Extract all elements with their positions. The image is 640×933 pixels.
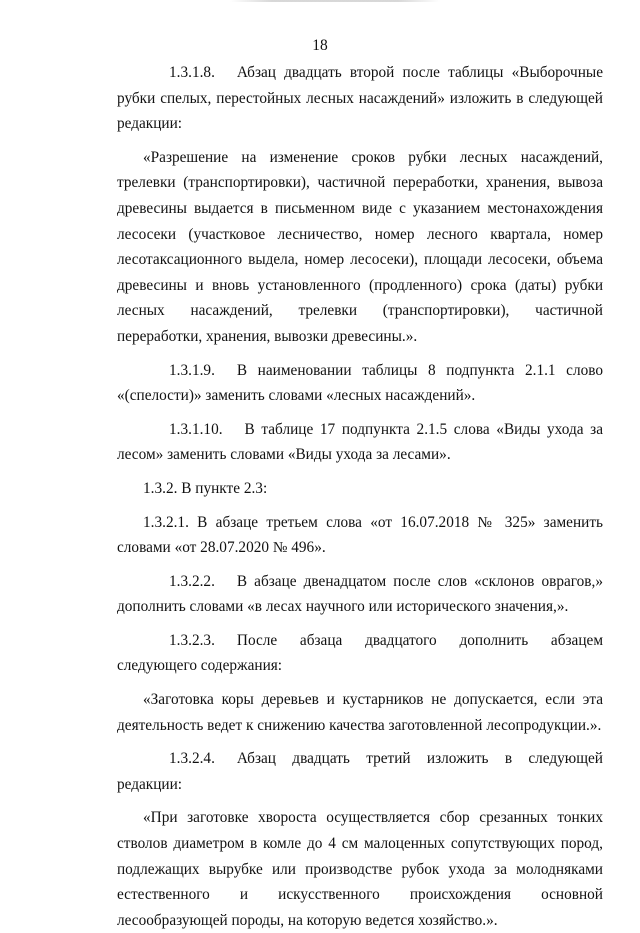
document-body <box>117 60 603 933</box>
paragraph-text: 1.3.2. В пункте 2.3: <box>143 479 268 497</box>
clause-number: 1.3.1.9. <box>169 361 215 379</box>
page-number: 18 <box>312 37 328 54</box>
clause-number: 1.3.2.4. <box>169 750 215 768</box>
paragraph-quote-bark <box>117 687 603 738</box>
paragraph-text: «При заготовке хвороста осуществляется сбор срезанных тонких стволов диаметром в комле до 4 см малоценных сопутствующих пород, подлежащих вырубке или производстве рубок ухода за молодняками естественного и искусственного происхождения основной лесообразующей породы, на которую ведется хозяйство.». <box>117 809 603 929</box>
paragraph-text: В наименовании таблицы 8 подпункта 2.1.1 слово «(спелости)» заменить словами «лесных насаждений». <box>117 361 603 405</box>
paragraph-1-3-2-4 <box>117 746 603 797</box>
paragraph-1-3-2-1 <box>117 510 603 561</box>
paragraph-1-3-1-8 <box>117 60 603 137</box>
paragraph-quote-brushwood <box>117 805 603 933</box>
paragraph-text: В абзаце двенадцатом после слов «склонов оврагов,» дополнить словами «в лесах научного или исторического значения,». <box>117 572 603 616</box>
paragraph-1-3-2-3 <box>117 628 603 679</box>
paragraph-1-3-2 <box>117 476 603 502</box>
paragraph-1-3-1-9 <box>117 358 603 409</box>
clause-number: 1.3.2.2. <box>169 572 215 590</box>
paragraph-text: Абзац двадцать второй после таблицы «Выборочные рубки спелых, перестойных лесных насаждений» изложить в следующей редакции: <box>117 64 603 133</box>
paragraph-1-3-1-10 <box>117 417 603 468</box>
paragraph-1-3-2-2 <box>117 569 603 620</box>
clause-number: 1.3.2.3. <box>169 631 215 649</box>
scan-edge-artifact <box>230 0 440 2</box>
paragraph-text: В таблице 17 подпункта 2.1.5 слова «Виды ухода за лесом» заменить словами «Виды ухода за лесами». <box>117 420 603 464</box>
paragraph-text: «Заготовка коры деревьев и кустарников не допускается, если эта деятельность ведет к снижению качества заготовленной лесопродукции.». <box>117 691 603 734</box>
paragraph-text: 1.3.2.1. В абзаце третьем слова «от 16.07.2018 № 325» заменить словами «от 28.07.2020 № 496». <box>117 513 603 557</box>
paragraph-quote-permission <box>117 145 603 350</box>
paragraph-text: Абзац двадцать третий изложить в следующей редакции: <box>117 750 603 793</box>
clause-number: 1.3.1.8. <box>169 64 215 81</box>
clause-number: 1.3.1.10. <box>169 420 223 438</box>
paragraph-text: После абзаца двадцатого дополнить абзацем следующего содержания: <box>117 631 603 675</box>
paragraph-text: «Разрешение на изменение сроков рубки лесных насаждений, трелевки (транспортировки), частичной переработки, хранения, вывоза древесины выдается в письменном виде с указанием местонахождения лесосеки (участковое лесничество, номер лесного квартала, номер лесотаксационного выдела, номер лесосеки), площади лесосеки, объема древесины и вновь установленного (продленного) срока (даты) рубки лесных насаждений, трелевки (транспортировки), частичной переработки, хранения, вывозки древесины.». <box>117 148 603 345</box>
